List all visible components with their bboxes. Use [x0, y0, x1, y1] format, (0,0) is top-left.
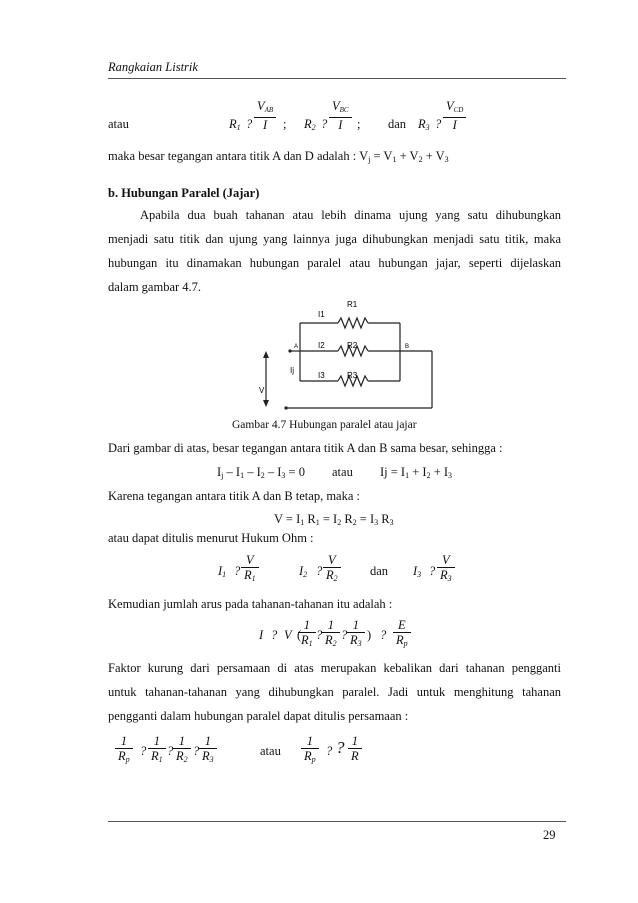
- sum-q2: ?: [341, 628, 348, 642]
- eq-q1: ?: [246, 117, 253, 131]
- section-title: b. Hubungan Paralel (Jajar): [108, 186, 260, 200]
- last-atau: atau: [260, 744, 281, 758]
- para2-line: untuk tahanan-tahanan yang dihubungkan paralel. Jadi untuk menghitung tahanan: [108, 685, 561, 699]
- frac-sum1: $\frac{1}{R_1}$: [298, 618, 316, 651]
- eq-r2: $R_2$: [304, 117, 316, 132]
- label-v: V: [259, 386, 265, 395]
- sum-i: I: [259, 628, 264, 642]
- sum-q0: ?: [271, 628, 278, 642]
- eq-r1: $R_1$: [229, 117, 241, 132]
- header-rule: [108, 78, 566, 79]
- para1-line: hubungan itu dinamakan hubungan paralel atau hubungan jajar, seperti dijelaskan: [108, 256, 561, 270]
- label-b: B: [405, 344, 410, 350]
- footer-rule: [108, 821, 566, 822]
- frac-sum2: $\frac{1}{R_2}$: [322, 618, 340, 651]
- text-line: atau dapat ditulis menurut Hukum Ohm :: [108, 531, 314, 545]
- paragraph-2: [108, 656, 561, 728]
- para2-line: Faktor kurung dari persamaan di atas merupakan kebalikan dari tahanan pengganti: [108, 661, 561, 675]
- frac-vbc: $\frac{V_{BC}}{I}$: [329, 99, 352, 132]
- label-ij: Ij: [290, 366, 294, 375]
- ohm-i2: $I_2$: [299, 564, 308, 579]
- sum-q3: ?: [380, 628, 387, 642]
- label-r2: R2: [347, 341, 358, 350]
- text-line: Dari gambar di atas, besar tegangan antara titik A dan B sama besar, sehingga :: [108, 441, 503, 455]
- para1-line: menjadi satu titik dan ujung yang lainnya juga dihubungkan menjadi satu titik, maka: [108, 232, 561, 246]
- figure-caption: Gambar 4.7 Hubungan paralel atau jajar: [232, 419, 417, 431]
- text-line: Karena tegangan antara titik A dan B tetap, maka :: [108, 489, 360, 503]
- label-i3: I3: [318, 371, 325, 380]
- eq-q3: ?: [435, 117, 442, 131]
- last-q2: ?: [167, 744, 174, 758]
- frac-last-rp: $\frac{1}{R_p}$: [115, 734, 133, 767]
- eq-kcl-left: $I_j - I_1 - I_2 - I_3 = 0$: [217, 465, 305, 480]
- running-header: Rangkaian Listrik: [108, 60, 198, 74]
- para1-line: Apabila dua buah tahanan atau lebih dinama ujung yang satu dihubungkan: [140, 208, 561, 222]
- frac-last-r: $\frac{1}{R}$: [348, 734, 362, 763]
- dan-word: dan: [388, 117, 407, 131]
- label-i1: I1: [318, 310, 325, 319]
- last-q3: ?: [193, 744, 200, 758]
- last-q4: ?: [326, 744, 333, 758]
- ohm-dan: dan: [370, 564, 389, 578]
- voltage-sum-line: maka besar tegangan antara titik A dan D adalah : $V_j = V_1 + V_2 + V_3$: [108, 149, 449, 164]
- sum-close: ): [367, 628, 372, 642]
- paragraph-1: [108, 203, 561, 299]
- last-bigq: ?: [336, 738, 345, 757]
- frac-ohm2: $\frac{V}{R_2}$: [323, 553, 341, 586]
- frac-vcd: $\frac{V_{CD}}{I}$: [443, 99, 466, 132]
- eq-kcl-atau: atau: [332, 465, 353, 479]
- frac-last-rp2: $\frac{1}{R_p}$: [301, 734, 319, 767]
- label-r1: R1: [347, 300, 358, 309]
- eq-r3: $R_3$: [418, 117, 430, 132]
- eq-voltage: $V = I_1$ $R_1 = I_2$ $R_2 = I_3$ $R_3$: [274, 512, 394, 527]
- sum-q1: ?: [316, 628, 323, 642]
- label-i2: I2: [318, 341, 325, 350]
- page-number: 29: [543, 828, 556, 842]
- ohm-q1: ?: [234, 564, 241, 578]
- para2-line: pengganti dalam hubungan paralel dapat ditulis persamaan :: [108, 709, 409, 723]
- frac-sum-e: $\frac{E}{R_p}$: [393, 618, 411, 651]
- frac-vab: $\frac{V_{AB}}{I}$: [254, 99, 276, 132]
- frac-last-r3: $\frac{1}{R_3}$: [199, 734, 217, 767]
- parallel-circuit-diagram: [250, 293, 440, 415]
- last-q1: ?: [140, 744, 147, 758]
- ohm-i3: $I_3$: [413, 564, 422, 579]
- label-r3: R3: [347, 371, 358, 380]
- ohm-q3: ?: [429, 564, 436, 578]
- sum-v: V: [284, 628, 292, 642]
- ohm-q2: ?: [316, 564, 323, 578]
- frac-last-r1: $\frac{1}{R_1}$: [148, 734, 166, 767]
- frac-ohm3: $\frac{V}{R_3}$: [437, 553, 455, 586]
- frac-last-r2: $\frac{1}{R_2}$: [173, 734, 191, 767]
- eq-kcl-right: $Ij = I_1 + I_2 + I_3$: [380, 465, 453, 480]
- atau-word: atau: [108, 117, 129, 131]
- para1-line: dalam gambar 4.7.: [108, 280, 202, 294]
- frac-sum3: $\frac{1}{R_3}$: [347, 618, 365, 651]
- sum-open: (: [297, 628, 302, 642]
- eq-q2: ?: [321, 117, 328, 131]
- semi-1: ;: [283, 117, 287, 131]
- label-a: A: [294, 344, 299, 350]
- frac-ohm1: $\frac{V}{R_1}$: [241, 553, 259, 586]
- semi-2: ;: [357, 117, 361, 131]
- text-line: Kemudian jumlah arus pada tahanan-tahanan itu adalah :: [108, 597, 393, 611]
- ohm-i1: $I_1$: [218, 564, 227, 579]
